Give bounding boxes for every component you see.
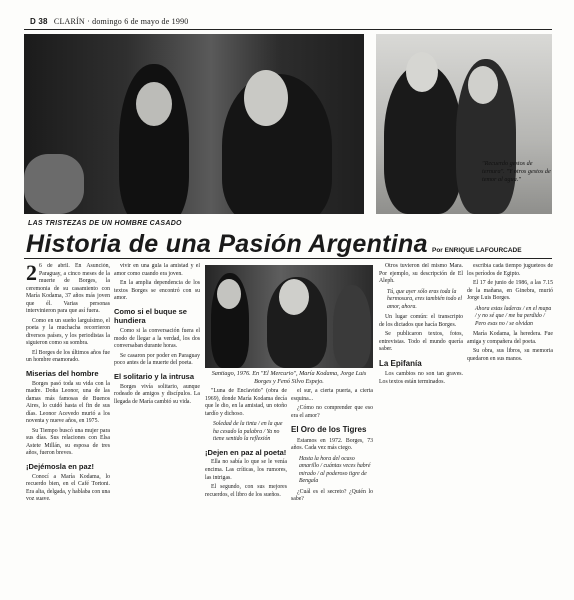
poem: Ahora estas laderas / en el mapa / y no sé que / me ha perdido / Pero esas no / se olvidan: [475, 305, 552, 327]
paragraph: María Kodama, la heredera. Fue amiga y compañera del poeta.: [467, 331, 553, 345]
paragraph: "Luna de Enclavido" (obra de 1969), donde María Kodama decía que le dio, en la amistad, un otoño tardío y dichoso.: [205, 388, 287, 417]
paragraph: Se casaron por poder en Paraguay poco antes de la muerte del poeta.: [114, 352, 200, 367]
paragraph: En la amplia dependencia de los textos Borges se encontró con su amor.: [114, 280, 200, 302]
page-number: D 38: [30, 17, 48, 26]
poem: Hasta la hora del ocaso amarillo / cuántas veces habré mirado / al poderoso tigre de Bengala: [299, 455, 371, 485]
paragraph: Los cambios no son tan graves. Los textos están terminados.: [379, 371, 463, 385]
middle-photo: [205, 265, 373, 368]
column-5: [379, 263, 463, 593]
man-face-mid: [279, 279, 309, 315]
paragraph: Como en un sueño larguísimo, el poeta y la muchacha recorrieron diversos países, y los periodistas la siguieron como su sombra.: [26, 317, 110, 347]
subheading: El Oro de los Tigres: [291, 425, 367, 435]
man-face-side: [406, 52, 438, 92]
subheading: Miserias del hombre: [26, 368, 99, 378]
poem: Soledad de la tinta / en la que ha cesado la palabra / Ya no tiene sentido la reflexión: [213, 421, 283, 443]
side-photo-caption: "Recuerdo gestos de ternura". "Y otros gestos de temor al agua.": [482, 160, 551, 183]
paragraph: Su Tiempo buscó una mujer para sus días. Sus relaciones con Elsa Astete Millán, su esposa de tres años, fueron breves.: [26, 427, 110, 457]
paragraph: Borges vivía solitario, aunque rodeado de amigos y discípulos. La llegada de María cambió su vida.: [114, 383, 200, 405]
third-figure-mid: [333, 285, 371, 368]
paragraph: escribía cada tiempo jugueteos de los períodos de Egipto.: [467, 263, 553, 277]
woman-face-mid: [217, 279, 241, 309]
column-3: [205, 388, 287, 593]
paragraph: Ella no sabía lo que se le venía encima. Las críticas, los rumores, las intrigas.: [205, 459, 287, 481]
kicker: LAS TRISTEZAS DE UN HOMBRE CASADO: [28, 220, 182, 227]
paragraph: El 17 de junio de 1986, a las 7.15 de la mañana, en Ginebra, murió Jorge Luis Borges.: [467, 280, 553, 302]
poem: Tú, que ayer sólo eras toda la hermosura, eres también todo el amor, ahora.: [387, 288, 462, 310]
woman-face: [136, 82, 172, 126]
paragraph: el sur, a cierta puerta, a cierta esquina...: [291, 388, 373, 402]
paragraph: Se publicaron textos, fotos, entrevistas. Todo el mundo quería saber.: [379, 331, 463, 353]
column-2: [114, 263, 200, 593]
page-date: CLARÍN · domingo 6 de mayo de 1990: [53, 17, 189, 26]
page-header: [30, 17, 188, 26]
man-face: [244, 70, 288, 126]
paragraph: vivir en una gula la amistad y el amor como cuando era joven.: [114, 263, 200, 277]
paragraph: Conocí a María Kodama, lo recuerdo bien, en el Café Tortoni. Era alta, delgada, y hablaba con una voz suave.: [26, 473, 110, 503]
paragraph: Otros tuvieron del mismo Mara. Por ejemplo, su descripción de El Aleph.: [379, 263, 463, 285]
headline-rule: [24, 258, 552, 259]
paragraph: Borges pasó toda su vida con la madre. Doña Leonor, una de las damas más famosas de Buenos Aires, lo cuidó hasta el fin de sus días. Leonor Acevedo murió a los noventa y nueve años, en 1975.: [26, 380, 110, 425]
side-photo: [376, 34, 552, 214]
header-rule: [24, 29, 552, 30]
headline: Historia de una Pasión Argentina: [26, 230, 428, 258]
column-6: [467, 263, 553, 593]
paragraph: El Borges de los últimos años fue un hombre enamorado.: [26, 349, 110, 364]
woman-face-side: [468, 66, 498, 104]
paragraph: ¿Cómo no comprender que eso era el amor?: [291, 405, 373, 419]
paragraph: El segundo, con sus mejores recuerdos, el libro de los sueños.: [205, 484, 287, 498]
paragraph: 6 de abril. En Asunción, Paraguay, a cinco meses de la muerte de Borges, la ceremonia de su casamiento con María Kodama, 37 años más joven que él. Varias personas intervinieron para que así fuera.: [26, 263, 110, 315]
main-photo: [24, 34, 364, 214]
subheading: El solitario y la intrusa: [114, 371, 195, 381]
subheading: ¡Dejémosla en paz!: [26, 461, 94, 471]
subheading: La Epifanía: [379, 358, 422, 368]
drop-cap: 2: [26, 263, 37, 285]
subheading: Como si el buque se hundiera: [114, 306, 187, 326]
paragraph: Su obra, sus libros, su memoria quedaron en sus manos.: [467, 348, 553, 362]
column-4: [291, 388, 373, 593]
paragraph: ¿Cuál es el secreto? ¿Quién lo sabe?: [291, 488, 373, 503]
byline: Por ENRIQUE LAFOURCADE: [432, 247, 522, 254]
paragraph: Un lugar común: el transcripto de los dictados que hacía Borges.: [379, 314, 463, 328]
subheading: ¡Dejen en paz al poeta!: [205, 447, 287, 457]
flowers: [24, 154, 84, 214]
paragraph: Como si la conversación fuera el modo de llegar a la verdad, los dos conversaban durante horas.: [114, 328, 200, 350]
middle-photo-caption: Santiago, 1976. En "El Mercurio", María Kodama, Jorge Luis Borges y Fenó Silvo Espejo.: [211, 370, 367, 385]
column-1: [26, 263, 110, 593]
paragraph: Estamos en 1972. Borges, 73 años. Cada vez más ciego.: [291, 437, 373, 452]
